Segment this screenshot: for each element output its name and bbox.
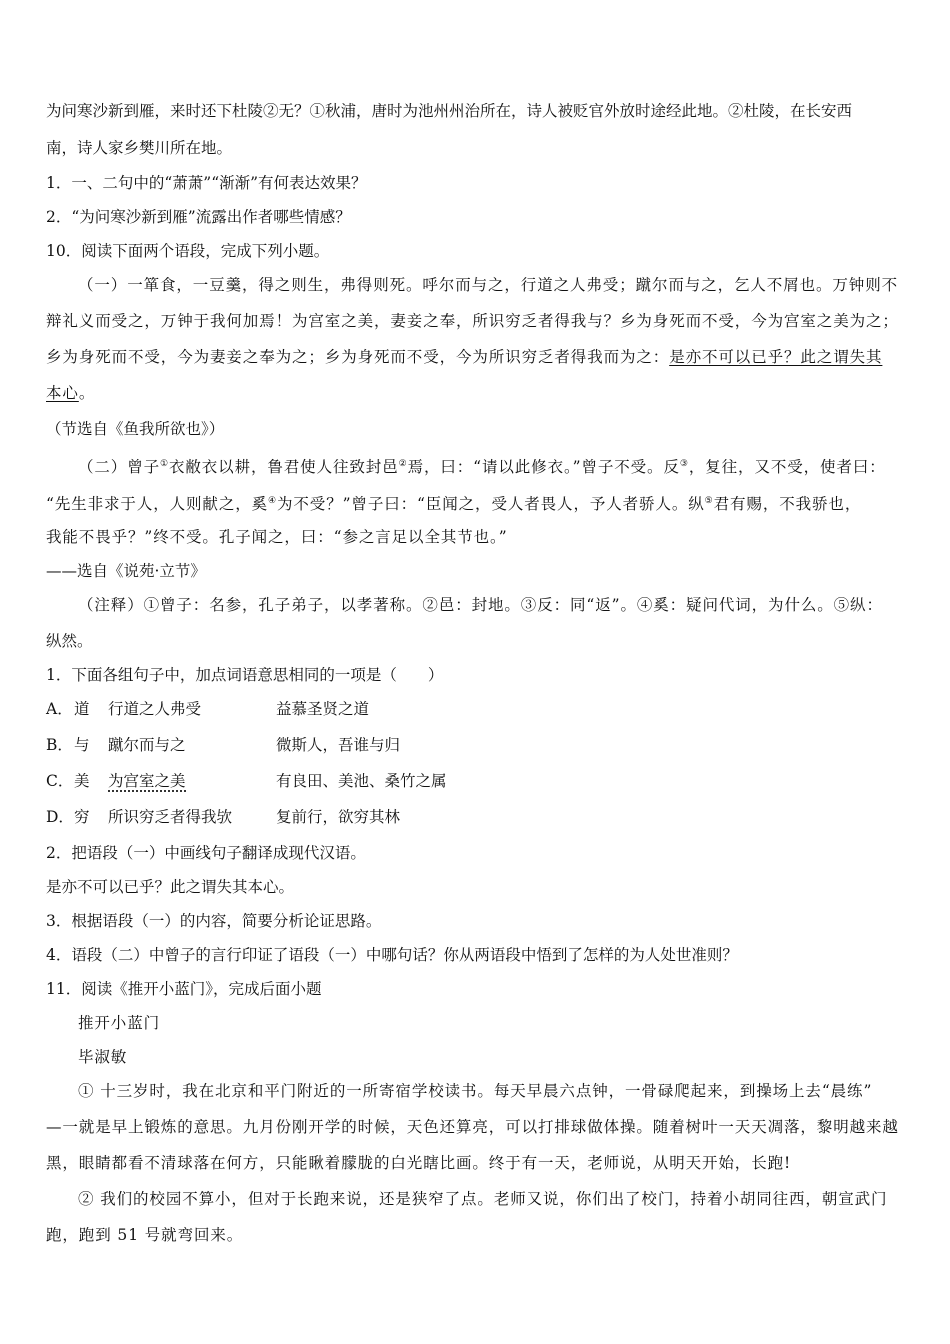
footnote-marker: ① — [160, 459, 169, 469]
q10-passage-1-line-1: （一）一箪食，一豆羹，得之则生，弗得则死。呼尔而与之，行道之人弗受；蹴尔而与之，乞人不屑也。万钟则不 — [78, 276, 899, 294]
q10-subquestion-1: 1．下面各组句子中，加点词语意思相同的一项是（ ） — [46, 666, 444, 684]
option-keyword: 与 — [74, 736, 90, 754]
q10-title: 10．阅读下面两个语段，完成下列小题。 — [46, 242, 330, 260]
passage-text: （二）曾子 — [78, 458, 161, 476]
option-sentence-b: 益慕圣贤之道 — [276, 700, 370, 718]
option-sentence-a: 蹴尔而与之 — [108, 736, 186, 754]
option-sentence-b: 微斯人，吾谁与归 — [276, 736, 401, 754]
footnote-marker: ⑤ — [704, 496, 714, 506]
option-letter: D． — [46, 808, 74, 826]
passage-text: “先生非求于人，人则献之，奚 — [46, 495, 269, 513]
passage-text: 为不受？”曾子曰：“臣闻之，受人者畏人，予人者骄人。纵 — [277, 495, 705, 513]
footnote-marker: ③ — [679, 459, 689, 469]
option-letter: A． — [46, 700, 73, 718]
option-c[interactable] — [46, 770, 910, 792]
passage-text: 衣敝衣以耕，鲁君使人往致封邑 — [168, 458, 399, 476]
option-a[interactable] — [46, 698, 910, 720]
passage-text: 乡为身死而不受，今为妻妾之奉为之；乡为身死而不受，今为所识穷乏者得我而为之： — [46, 348, 670, 366]
q9-subquestion-1: 1．一、二句中的“萧萧”“渐渐”有何表达效果？ — [46, 174, 367, 192]
article-author: 毕淑敏 — [78, 1048, 128, 1066]
q10-passage-2-line-1 — [78, 453, 910, 478]
option-sentence-b: 复前行，欲穷其林 — [276, 808, 401, 826]
q10-passage-1-line-2: 辩礼义而受之，万钟于我何加焉！为宫室之美，妻妾之奉，所识穷乏者得我与？乡为身死而不受，今为宫室之美为之； — [46, 312, 899, 330]
article-para-1-line-1: ① 十三岁时，我在北京和平门附近的一所寄宿学校读书。每天早晨六点钟，一骨碌爬起来，到操场上去“晨练” — [78, 1082, 873, 1100]
option-sentence-a: 所识穷乏者得我欤 — [108, 808, 233, 826]
q10-subquestion-2-sentence: 是亦不可以已乎？此之谓失其本心。 — [46, 878, 295, 896]
passage-punctuation: 。 — [78, 384, 96, 402]
option-letter: C． — [46, 772, 74, 790]
footnote-marker: ④ — [268, 496, 277, 506]
article-para-2-line-1: ② 我们的校园不算小，但对于长跑来说，还是狭窄了点。老师又说，你们出了校门，持着小胡同往西，朝宣武门 — [78, 1190, 888, 1208]
poem-note-line-2: 南，诗人家乡樊川所在地。 — [46, 139, 233, 157]
passage-text: ，复往，又不受，使者曰： — [688, 458, 886, 476]
option-b[interactable] — [46, 734, 910, 756]
passage-text: 焉，曰：“请以此修衣。”曾子不受。反 — [407, 458, 680, 476]
article-title: 推开小蓝门 — [78, 1014, 161, 1032]
poem-note-line-1: 为问寒沙新到雁，来时还下杜陵②无？①秋浦，唐时为池州州治所在，诗人被贬官外放时途经此地。②杜陵，在长安西 — [46, 102, 853, 120]
option-sentence-a-wrap — [108, 770, 276, 792]
q11-title: 11．阅读《推开小蓝门》，完成后面小题 — [46, 980, 322, 998]
q10-subquestion-3: 3．根据语段（一）的内容，简要分析论证思路。 — [46, 912, 382, 930]
q10-source-1: （节选自《鱼我所欲也》） — [46, 420, 225, 438]
q10-passage-2-line-2 — [46, 490, 910, 515]
option-sentence-a: 为宫室之美 — [108, 772, 186, 790]
option-sentence-b: 有良田、美池、桑竹之属 — [276, 772, 447, 790]
option-keyword: 美 — [74, 772, 90, 790]
q10-passage-1-line-3 — [46, 346, 910, 368]
q10-source-2: ——选自《说苑·立节》 — [46, 562, 206, 580]
q10-passage-1-line-4 — [46, 382, 910, 404]
q10-subquestion-2: 2．把语段（一）中画线句子翻译成现代汉语。 — [46, 844, 366, 862]
option-keyword: 穷 — [74, 808, 90, 826]
option-letter: B． — [46, 736, 73, 754]
option-keyword: 道 — [74, 700, 90, 718]
underlined-sentence: 是亦不可以已乎？此之谓失其 — [669, 348, 883, 366]
underlined-sentence-end: 本心 — [46, 384, 79, 402]
option-d[interactable] — [46, 806, 910, 828]
footnote-marker: ② — [398, 459, 408, 469]
q10-subquestion-4: 4．语段（二）中曾子的言行印证了语段（一）中哪句话？你从两语段中悟到了怎样的为人处世准则？ — [46, 946, 738, 964]
article-para-1-line-3: 黑，眼睛都看不清球落在何方，只能瞅着朦胧的白光瞎比画。终于有一天，老师说，从明天开始，长跑! — [46, 1154, 792, 1172]
article-para-2-line-2: 跑，跑到 51 号就弯回来。 — [46, 1226, 244, 1244]
q9-subquestion-2: 2．“为问寒沙新到雁”流露出作者哪些情感？ — [46, 208, 351, 226]
q10-passage-2-line-3: 我能不畏乎？”终不受。孔子闻之，曰：“参之言足以全其节也。” — [46, 528, 508, 546]
passage-text: 君有赐，不我骄也， — [713, 495, 862, 513]
option-sentence-a: 行道之人弗受 — [108, 700, 202, 718]
q10-notes-line-1: （注释）①曾子：名参，孔子弟子，以孝著称。②邑：封地。③反：同“返”。④奚：疑问代词，为什么。⑤纵： — [78, 596, 883, 614]
q10-notes-line-2: 纵然。 — [46, 632, 93, 650]
article-para-1-line-2: —一就是早上锻炼的意思。九月份刚开学的时候，天色还算亮，可以打排球做体操。随着树叶一天天凋落，黎明越来越 — [46, 1118, 899, 1136]
